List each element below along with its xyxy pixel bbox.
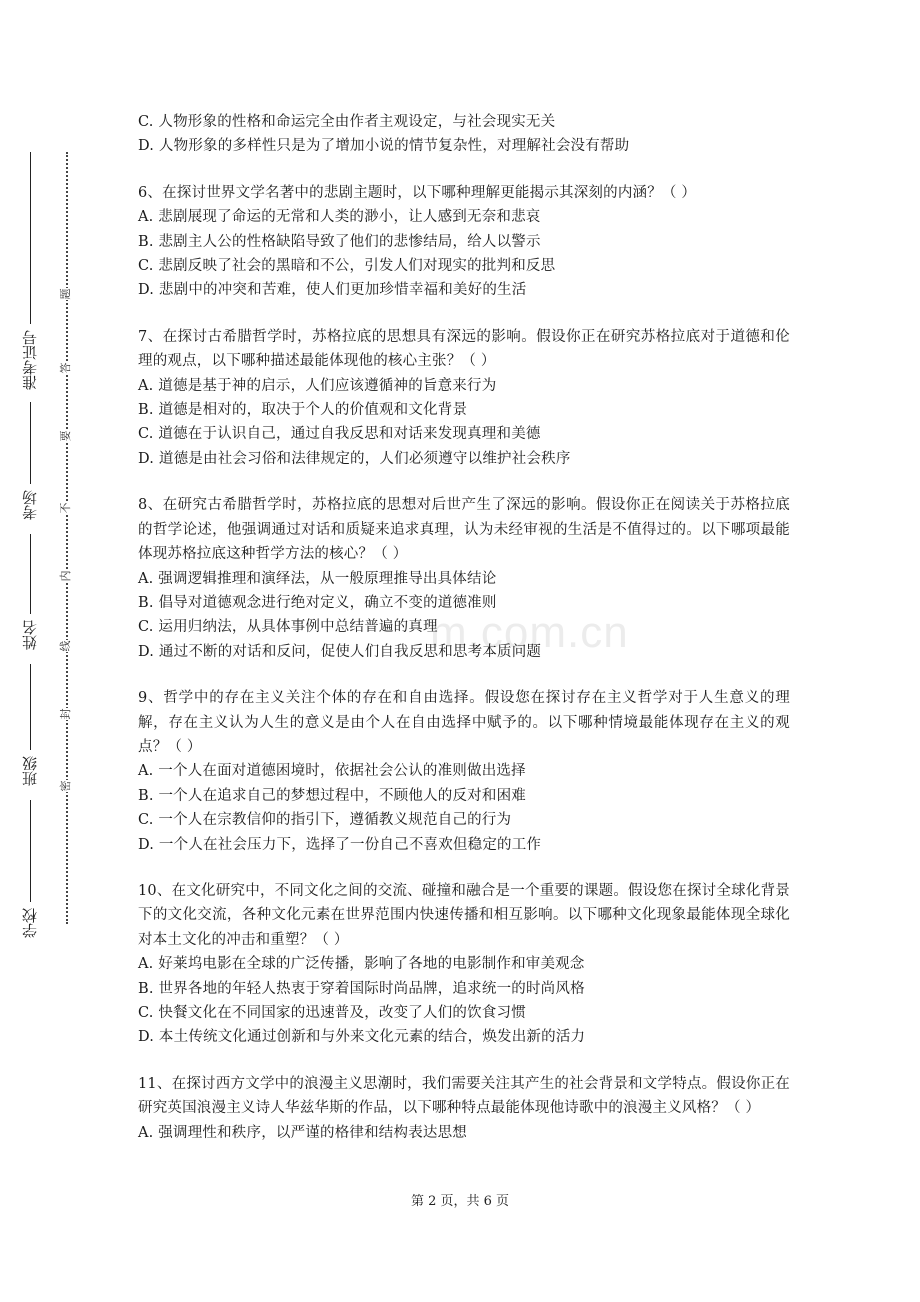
question-stem: 6、在探讨世界文学名著中的悲剧主题时，以下哪种理解更能揭示其深刻的内涵？（ ） (138, 184, 697, 201)
question-stem: 9、哲学中的存在主义关注个体的存在和自由选择。假设您在探讨存在主义哲学对于人生意义的理解，存在主义认为人生的意义是由个人在自由选择中赋予的。以下哪种情境最能体现存在主义的观点？（ ） (138, 690, 790, 755)
class-line (30, 664, 31, 750)
exam-id-line (30, 152, 31, 324)
question-8 (138, 493, 790, 664)
seal-char: 密 (59, 780, 72, 792)
option: C. 人物形象的性格和命运完全由作者主观设定，与社会现实无关 (138, 114, 556, 130)
option-a: A. 好莱坞电影在全球的广泛传播，影响了各地的电影制作和审美观念 (138, 956, 585, 973)
option-b: B. 世界各地的年轻人热衷于穿着国际时尚品牌，追求统一的时尚风格 (138, 980, 585, 997)
option: D. 人物形象的多样性只是为了增加小说的情节复杂性，对理解社会没有帮助 (138, 138, 630, 155)
exam-room-line (30, 402, 31, 484)
option-a: A. 强调逻辑推理和演绎法，从一般原理推导出具体结论 (138, 570, 497, 587)
seal-dotted-line (66, 152, 68, 924)
option-c: C. 悲剧反映了社会的黑暗和不公，引发人们对现实的批判和反思 (138, 258, 556, 275)
exam-id-label: 准考证号 (20, 330, 39, 390)
option-c: C. 快餐文化在不同国家的迅速普及，改变了人们的饮食习惯 (138, 1005, 526, 1021)
option-b: B. 悲剧主人公的性格缺陷导致了他们的悲惨结局，给人以警示 (138, 233, 541, 250)
option-b: B. 一个人在追求自己的梦想过程中，不顾他人的反对和困难 (138, 787, 526, 804)
carryover-options (138, 110, 790, 159)
option-a: A. 道德是基于神的启示，人们应该遵循神的旨意来行为 (138, 377, 497, 394)
seal-char: 答 (59, 362, 72, 374)
option-b: B. 道德是相对的，取决于个人的价值观和文化背景 (138, 402, 468, 419)
question-10 (138, 879, 790, 1050)
seal-char: 线 (59, 640, 72, 652)
option-d: D. 一个人在社会压力下，选择了一份自己不喜欢但稳定的工作 (138, 836, 542, 853)
school-label: 学校 (20, 908, 39, 938)
question-11 (138, 1072, 790, 1145)
seal-char: 要 (59, 430, 72, 442)
option-d: D. 通过不断的对话和反问，促使人们自我反思和思考本质问题 (138, 643, 542, 660)
question-6 (138, 181, 790, 303)
school-line (30, 800, 31, 902)
option-d: D. 本土传统文化通过创新和与外来文化元素的结合，焕发出新的活力 (138, 1029, 586, 1046)
question-stem: 7、在探讨古希腊哲学时，苏格拉底的思想具有深远的影响。假设你正在研究苏格拉底对于道德和伦理的观点，以下哪种描述最能体现他的核心主张？（ ） (138, 328, 790, 370)
option-d: D. 悲剧中的冲突和苦难，使人们更加珍惜幸福和美好的生活 (138, 282, 527, 299)
name-label: 姓名 (20, 620, 39, 650)
question-9 (138, 686, 790, 857)
option-a: A. 一个人在面对道德困境时，依据社会公认的准则做出选择 (138, 763, 526, 780)
question-7 (138, 325, 790, 471)
option-c: C. 运用归纳法，从具体事例中总结普遍的真理 (138, 619, 438, 636)
option-b: B. 倡导对道德观念进行绝对定义，确立不变的道德准则 (138, 594, 497, 611)
exam-room-label: 考场 (20, 490, 39, 520)
option-c: C. 一个人在宗教信仰的指引下，遵循教义规范自己的行为 (138, 812, 512, 829)
question-stem: 8、在研究古希腊哲学时，苏格拉底的思想对后世产生了深远的影响。假设你正在阅读关于苏格拉底的哲学论述，他强调通过对话和质疑来追求真理，认为未经审视的生活是不值得过的。以下哪项最能体现苏格拉底这种哲学方法的核心？（ ） (138, 497, 790, 563)
question-stem: 10、在文化研究中，不同文化之间的交流、碰撞和融合是一个重要的课题。假设您在探讨全球化背景下的文化交流，各种文化元素在世界范围内快速传播和相互影响。以下哪种文化现象最能体现全球化对本土文化的冲击和重塑？（ ） (138, 882, 790, 948)
watermark: m.com.cn (430, 608, 629, 657)
seal-char: 内 (59, 570, 72, 582)
option-a: A. 强调理性和秩序，以严谨的格律和结构表达思想 (138, 1124, 467, 1141)
seal-char: 题 (59, 288, 72, 300)
question-stem: 11、在探讨西方文学中的浪漫主义思潮时，我们需要关注其产生的社会背景和文学特点。假设你正在研究英国浪漫主义诗人华兹华斯的作品，以下哪种特点最能体现他诗歌中的浪漫主义风格？（ ） (138, 1075, 790, 1117)
option-d: D. 道德是由社会习俗和法律规定的，人们必须遵守以维护社会秩序 (138, 450, 571, 467)
name-line (30, 534, 31, 614)
option-a: A. 悲剧展现了命运的无常和人类的渺小，让人感到无奈和悲哀 (138, 209, 541, 226)
seal-char: 不 (59, 502, 72, 514)
option-c: C. 道德在于认识自己，通过自我反思和对话来发现真理和美德 (138, 426, 541, 443)
question-content (138, 110, 790, 1145)
page-footer: 第 2 页，共 6 页 (410, 1194, 510, 1209)
class-label: 班级 (20, 756, 39, 786)
seal-char: 封 (59, 708, 72, 720)
